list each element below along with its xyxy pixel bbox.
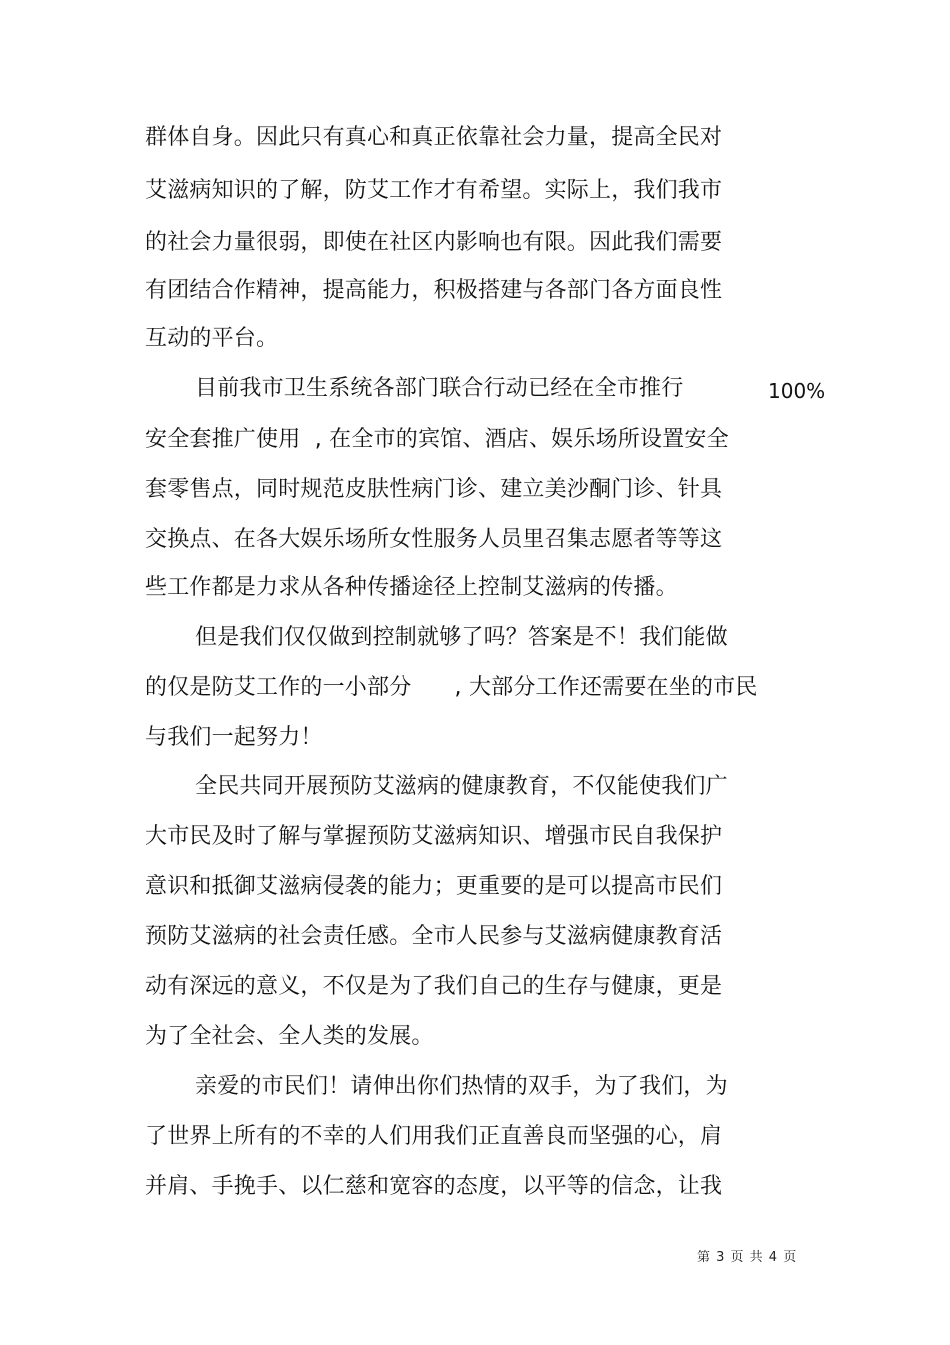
text-line: 大市民及时了解与掌握预防艾滋病知识、增强市民自我保护 bbox=[145, 824, 723, 849]
text-line: 亲爱的市民们！请伸出你们热情的双手，为了我们，为 bbox=[195, 1074, 728, 1099]
text-line: 与我们一起努力！ bbox=[145, 725, 323, 750]
text-line: 有团结合作精神，提高能力，积极搭建与各部门各方面良性 bbox=[145, 278, 723, 303]
text-line: 了世界上所有的不幸的人们用我们正直善良而坚强的心，肩 bbox=[145, 1124, 723, 1149]
text-line: 些工作都是力求从各种传播途径上控制艾滋病的传播。 bbox=[145, 575, 678, 600]
text-line: 动有深远的意义，不仅是为了我们自己的生存与健康，更是 bbox=[145, 974, 723, 999]
text-line: 目前我市卫生系统各部门联合行动已经在全市推行 bbox=[195, 376, 684, 401]
text-line: 套零售点，同时规范皮肤性病门诊、建立美沙酮门诊、针具 bbox=[145, 477, 723, 502]
text-line: 交换点、在各大娱乐场所女性服务人员里召集志愿者等等这 bbox=[145, 527, 723, 552]
text-line: 群体自身。因此只有真心和真正依靠社会力量，提高全民对 bbox=[145, 125, 723, 150]
text-line: 意识和抵御艾滋病侵袭的能力；更重要的是可以提高市民们 bbox=[145, 874, 723, 899]
text-line: 并肩、手挽手、以仁慈和宽容的态度，以平等的信念，让我 bbox=[145, 1174, 723, 1199]
text-line: 的仅是防艾工作的一小部分 , 大部分工作还需要在坐的市民 bbox=[145, 675, 758, 700]
text-line: 但是我们仅仅做到控制就够了吗？答案是不！我们能做 bbox=[195, 625, 728, 650]
text-line: 艾滋病知识的了解，防艾工作才有希望。实际上，我们我市 bbox=[145, 178, 723, 203]
text-line: 互动的平台。 bbox=[145, 326, 279, 351]
text-line: 全民共同开展预防艾滋病的健康教育，不仅能使我们广 bbox=[195, 774, 728, 799]
percent-fragment: 100% bbox=[768, 379, 826, 403]
text-line: 预防艾滋病的社会责任感。全市人民参与艾滋病健康教育活 bbox=[145, 924, 723, 949]
text-line: 为了全社会、全人类的发展。 bbox=[145, 1024, 434, 1049]
text-line: 的社会力量很弱，即使在社区内影响也有限。因此我们需要 bbox=[145, 230, 723, 255]
page-footer: 第 3 页 共 4 页 bbox=[697, 1250, 798, 1265]
text-line: 安全套推广使用 , 在全市的宾馆、酒店、娱乐场所设置安全 bbox=[145, 427, 729, 452]
